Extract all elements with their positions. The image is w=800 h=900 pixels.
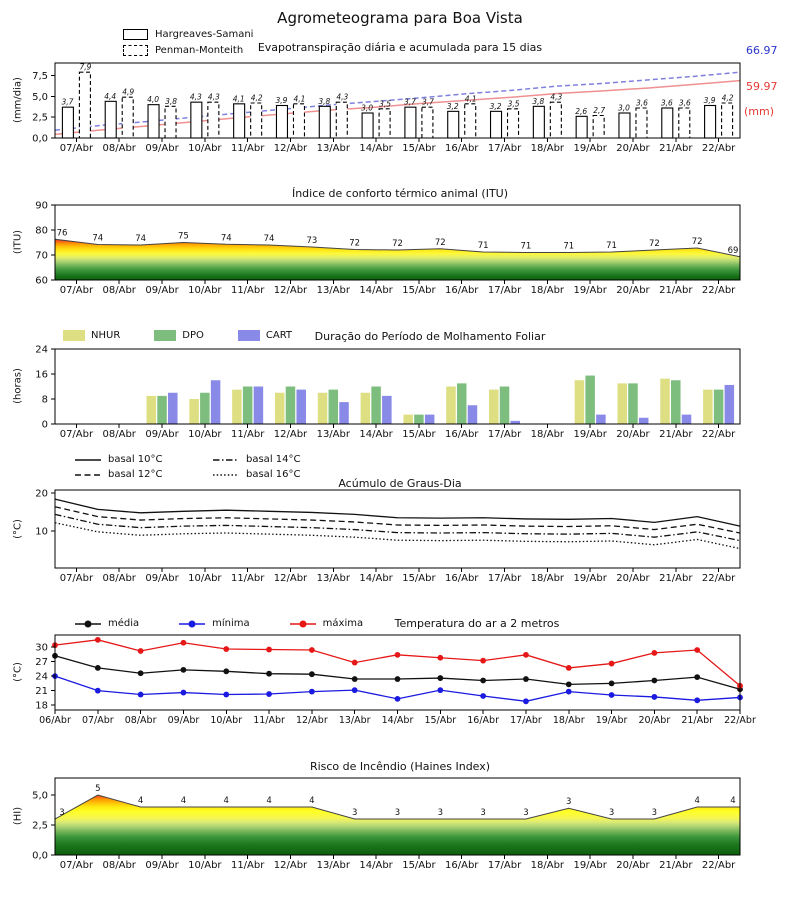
- dashed-bar-legend-icon: [123, 45, 148, 56]
- penman-accumulated-total-label: 66.97: [746, 44, 778, 57]
- svg-text:4,2: 4,2: [721, 93, 734, 103]
- solid-line-legend-icon: [75, 456, 101, 464]
- svg-text:08/Abr: 08/Abr: [124, 715, 157, 726]
- svg-text:10/Abr: 10/Abr: [188, 573, 222, 584]
- svg-text:72: 72: [349, 238, 361, 249]
- svg-text:14/Abr: 14/Abr: [359, 860, 393, 871]
- svg-text:4: 4: [223, 796, 229, 807]
- svg-text:71: 71: [520, 241, 532, 252]
- dashed-line-legend-icon: [75, 471, 101, 479]
- svg-text:4: 4: [309, 796, 315, 807]
- svg-text:10/Abr: 10/Abr: [210, 715, 243, 726]
- svg-text:10: 10: [35, 526, 48, 538]
- svg-text:90: 90: [35, 200, 48, 212]
- svg-text:4,3: 4,3: [336, 92, 349, 102]
- fire-risk-title: Risco de Incêndio (Haines Index): [309, 760, 491, 773]
- svg-text:18/Abr: 18/Abr: [552, 715, 585, 726]
- svg-text:11/Abr: 11/Abr: [230, 860, 265, 871]
- svg-text:08/Abr: 08/Abr: [102, 143, 136, 154]
- svg-text:15/Abr: 15/Abr: [402, 573, 436, 584]
- svg-text:19/Abr: 19/Abr: [573, 429, 607, 440]
- leaf-wetness-title: Duração do Período de Molhamento Foliar: [314, 330, 546, 343]
- svg-text:2,5: 2,5: [32, 112, 48, 124]
- svg-text:3,9: 3,9: [703, 96, 716, 105]
- svg-text:74: 74: [263, 234, 275, 244]
- svg-text:12/Abr: 12/Abr: [273, 573, 308, 584]
- svg-text:18: 18: [35, 700, 48, 712]
- svg-text:16/Abr: 16/Abr: [445, 143, 479, 154]
- svg-text:17/Abr: 17/Abr: [487, 860, 522, 871]
- svg-text:30: 30: [35, 642, 48, 654]
- svg-text:3: 3: [608, 808, 615, 819]
- svg-text:3,7: 3,7: [421, 97, 434, 107]
- svg-text:3: 3: [59, 808, 65, 819]
- svg-text:17/Abr: 17/Abr: [510, 715, 542, 726]
- svg-text:70: 70: [35, 250, 48, 262]
- degree-days-legend: [75, 454, 300, 480]
- svg-text:21/Abr: 21/Abr: [681, 715, 714, 726]
- svg-text:5,0: 5,0: [32, 790, 48, 802]
- svg-text:18/Abr: 18/Abr: [530, 860, 565, 871]
- legend-basal-12-label: basal 12°C: [108, 469, 163, 480]
- maxima-line-legend-icon: [290, 619, 316, 629]
- svg-text:4,3: 4,3: [207, 92, 220, 102]
- svg-text:17/Abr: 17/Abr: [487, 573, 522, 584]
- legend-hargreaves: [123, 29, 253, 40]
- svg-text:3,8: 3,8: [532, 96, 545, 106]
- temperature-legend: [75, 618, 363, 629]
- svg-text:8: 8: [41, 394, 48, 406]
- svg-text:4: 4: [266, 796, 272, 807]
- svg-text:60: 60: [35, 275, 48, 287]
- svg-text:80: 80: [35, 225, 48, 237]
- svg-text:12/Abr: 12/Abr: [273, 860, 308, 871]
- svg-text:15/Abr: 15/Abr: [402, 143, 436, 154]
- svg-text:21/Abr: 21/Abr: [659, 285, 693, 296]
- svg-text:4: 4: [730, 796, 736, 807]
- svg-text:3,9: 3,9: [275, 96, 288, 105]
- legend-hargreaves-label: Hargreaves-Samani: [155, 29, 254, 40]
- svg-text:15/Abr: 15/Abr: [402, 285, 436, 296]
- svg-text:19/Abr: 19/Abr: [595, 715, 628, 726]
- svg-text:10/Abr: 10/Abr: [188, 860, 222, 871]
- svg-text:20/Abr: 20/Abr: [616, 860, 650, 871]
- svg-text:3,0: 3,0: [618, 103, 630, 113]
- svg-text:3: 3: [523, 808, 529, 819]
- svg-text:2,5: 2,5: [32, 820, 48, 832]
- svg-text:22/Abr: 22/Abr: [701, 860, 736, 871]
- svg-text:16/Abr: 16/Abr: [445, 860, 479, 871]
- dotted-line-legend-icon: [213, 471, 239, 479]
- legend-basal-10-label: basal 10°C: [108, 454, 163, 465]
- evapotranspiration-legend: [123, 29, 253, 56]
- svg-text:22/Abr: 22/Abr: [701, 143, 736, 154]
- svg-text:7,5: 7,5: [32, 71, 48, 82]
- legend-basal-14: [213, 454, 300, 465]
- svg-text:19/Abr: 19/Abr: [573, 285, 607, 296]
- legend-basal-14-label: basal 14°C: [246, 454, 301, 465]
- nhur-legend-swatch-icon: [63, 330, 85, 341]
- svg-text:14/Abr: 14/Abr: [381, 715, 414, 726]
- svg-text:20/Abr: 20/Abr: [616, 429, 650, 440]
- svg-text:07/Abr: 07/Abr: [59, 143, 94, 154]
- svg-text:3,6: 3,6: [636, 98, 648, 108]
- svg-text:21/Abr: 21/Abr: [659, 860, 693, 871]
- svg-text:0,0: 0,0: [32, 133, 48, 145]
- svg-text:76: 76: [56, 228, 68, 239]
- svg-text:3,7: 3,7: [61, 97, 74, 107]
- svg-text:16/Abr: 16/Abr: [445, 285, 479, 296]
- degree-days-y-axis-label: (°C): [12, 519, 24, 539]
- svg-text:3,0: 3,0: [361, 103, 374, 113]
- temperature-title: Temperatura do ar a 2 metros: [394, 617, 560, 630]
- degree-days-title: Acúmulo de Graus-Dia: [338, 477, 462, 490]
- svg-text:4,1: 4,1: [293, 94, 306, 104]
- minima-line-legend-icon: [179, 619, 205, 629]
- svg-text:16/Abr: 16/Abr: [445, 573, 479, 584]
- svg-text:07/Abr: 07/Abr: [59, 285, 94, 296]
- svg-text:4,1: 4,1: [232, 94, 245, 104]
- svg-text:4: 4: [137, 796, 144, 807]
- svg-text:4: 4: [694, 796, 700, 807]
- itu-title: Índice de conforto térmico animal (ITU): [291, 187, 509, 200]
- legend-basal-12: [75, 469, 213, 480]
- svg-text:18/Abr: 18/Abr: [530, 429, 565, 440]
- svg-text:10/Abr: 10/Abr: [188, 429, 222, 440]
- svg-text:19/Abr: 19/Abr: [573, 860, 607, 871]
- svg-text:74: 74: [220, 233, 232, 244]
- svg-text:12/Abr: 12/Abr: [273, 429, 308, 440]
- svg-text:09/Abr: 09/Abr: [167, 715, 200, 726]
- svg-text:72: 72: [392, 239, 403, 249]
- legend-basal-10: [75, 454, 213, 465]
- svg-text:2,6: 2,6: [575, 106, 588, 116]
- svg-text:11/Abr: 11/Abr: [253, 715, 285, 726]
- svg-text:08/Abr: 08/Abr: [102, 573, 136, 584]
- svg-text:20/Abr: 20/Abr: [616, 143, 650, 154]
- legend-nhur-label: NHUR: [91, 330, 121, 341]
- hargreaves-accumulated-total-label: 59.97: [746, 80, 778, 93]
- svg-text:17/Abr: 17/Abr: [487, 143, 522, 154]
- svg-text:22/Abr: 22/Abr: [701, 429, 736, 440]
- legend-dpo-label: DPO: [182, 330, 204, 341]
- svg-text:3,6: 3,6: [678, 98, 691, 108]
- svg-text:4,4: 4,4: [104, 91, 117, 101]
- dashdot-line-legend-icon: [213, 456, 239, 464]
- svg-text:12/Abr: 12/Abr: [273, 143, 308, 154]
- svg-text:71: 71: [477, 241, 489, 251]
- leaf-wetness-y-axis-label: (horas): [12, 368, 24, 404]
- svg-text:15/Abr: 15/Abr: [402, 860, 436, 871]
- svg-text:7,9: 7,9: [79, 62, 92, 72]
- svg-text:20/Abr: 20/Abr: [616, 573, 650, 584]
- svg-text:09/Abr: 09/Abr: [145, 429, 179, 440]
- svg-text:08/Abr: 08/Abr: [102, 429, 136, 440]
- svg-text:21/Abr: 21/Abr: [659, 573, 693, 584]
- cart-legend-swatch-icon: [238, 330, 260, 341]
- svg-text:72: 72: [691, 237, 703, 247]
- svg-text:16: 16: [35, 369, 48, 381]
- svg-text:75: 75: [178, 231, 189, 242]
- svg-text:21/Abr: 21/Abr: [659, 429, 693, 440]
- page-title: Agrometeograma para Boa Vista: [277, 9, 523, 27]
- svg-text:4,9: 4,9: [122, 87, 135, 97]
- media-line-legend-icon: [75, 619, 101, 629]
- svg-text:18/Abr: 18/Abr: [530, 143, 565, 154]
- svg-text:12/Abr: 12/Abr: [296, 715, 328, 726]
- svg-text:13/Abr: 13/Abr: [316, 573, 350, 584]
- svg-text:71: 71: [563, 241, 575, 252]
- svg-text:4,2: 4,2: [250, 93, 263, 103]
- svg-text:10/Abr: 10/Abr: [188, 285, 222, 296]
- svg-text:10/Abr: 10/Abr: [188, 143, 222, 154]
- svg-text:5: 5: [95, 784, 101, 795]
- svg-text:08/Abr: 08/Abr: [102, 285, 136, 296]
- svg-text:3: 3: [437, 808, 444, 819]
- svg-text:13/Abr: 13/Abr: [316, 143, 350, 154]
- svg-text:14/Abr: 14/Abr: [359, 143, 393, 154]
- svg-text:74: 74: [92, 233, 104, 244]
- svg-text:14/Abr: 14/Abr: [359, 573, 393, 584]
- legend-basal-16: [213, 469, 300, 480]
- legend-basal-16-label: basal 16°C: [246, 469, 301, 480]
- svg-text:3,6: 3,6: [660, 98, 673, 108]
- itu-y-axis-label: (ITU): [12, 229, 24, 255]
- legend-maxima-label: máxima: [322, 618, 364, 629]
- svg-text:09/Abr: 09/Abr: [145, 143, 179, 154]
- svg-text:11/Abr: 11/Abr: [230, 285, 265, 296]
- svg-text:07/Abr: 07/Abr: [59, 573, 94, 584]
- svg-text:20: 20: [35, 488, 48, 500]
- svg-text:13/Abr: 13/Abr: [316, 429, 350, 440]
- svg-text:16/Abr: 16/Abr: [445, 429, 479, 440]
- svg-text:12/Abr: 12/Abr: [273, 285, 308, 296]
- svg-text:11/Abr: 11/Abr: [230, 573, 265, 584]
- svg-text:11/Abr: 11/Abr: [230, 143, 265, 154]
- svg-text:16/Abr: 16/Abr: [467, 715, 499, 726]
- svg-text:21/Abr: 21/Abr: [659, 143, 693, 154]
- svg-text:09/Abr: 09/Abr: [145, 860, 179, 871]
- legend-penman-label: Penman-Monteith: [155, 45, 244, 56]
- svg-text:22/Abr: 22/Abr: [724, 715, 756, 726]
- svg-text:21: 21: [35, 686, 48, 698]
- svg-text:20/Abr: 20/Abr: [616, 285, 650, 296]
- svg-text:0,0: 0,0: [32, 850, 48, 862]
- svg-text:3: 3: [651, 808, 658, 819]
- svg-text:07/Abr: 07/Abr: [59, 860, 94, 871]
- svg-text:71: 71: [606, 241, 617, 251]
- legend-penman: [123, 45, 253, 56]
- svg-text:72: 72: [648, 239, 660, 249]
- svg-text:13/Abr: 13/Abr: [338, 715, 371, 726]
- dpo-legend-swatch-icon: [154, 330, 176, 341]
- svg-text:24: 24: [35, 671, 48, 683]
- svg-text:74: 74: [135, 234, 147, 244]
- svg-text:17/Abr: 17/Abr: [487, 429, 522, 440]
- fire-risk-y-axis-label: (HI): [12, 806, 24, 826]
- svg-text:4: 4: [180, 796, 187, 807]
- svg-text:06/Abr: 06/Abr: [39, 715, 71, 726]
- svg-text:5,0: 5,0: [32, 91, 48, 103]
- evapotranspiration-title: Evapotranspiração diária e acumulada para 15 dias: [257, 41, 543, 54]
- svg-text:3,8: 3,8: [318, 96, 331, 106]
- svg-text:09/Abr: 09/Abr: [145, 285, 179, 296]
- temperature-y-axis-label: (°C): [12, 662, 24, 682]
- svg-text:69: 69: [727, 245, 739, 256]
- leaf-wetness-legend: [63, 330, 292, 341]
- svg-text:3,5: 3,5: [507, 99, 520, 109]
- svg-text:4,1: 4,1: [464, 94, 477, 104]
- svg-text:07/Abr: 07/Abr: [81, 715, 114, 726]
- svg-text:13/Abr: 13/Abr: [316, 285, 350, 296]
- legend-media-label: média: [108, 618, 140, 629]
- svg-text:19/Abr: 19/Abr: [573, 573, 607, 584]
- svg-text:27: 27: [35, 657, 48, 669]
- svg-text:14/Abr: 14/Abr: [359, 429, 393, 440]
- svg-text:13/Abr: 13/Abr: [316, 860, 350, 871]
- svg-text:4,0: 4,0: [147, 95, 159, 105]
- legend-cart-label: CART: [265, 330, 293, 341]
- svg-text:3: 3: [566, 797, 572, 808]
- svg-text:4,3: 4,3: [550, 92, 563, 102]
- svg-text:2,7: 2,7: [593, 106, 606, 115]
- svg-text:14/Abr: 14/Abr: [359, 285, 393, 296]
- svg-text:3,2: 3,2: [489, 101, 502, 111]
- solid-bar-legend-icon: [123, 29, 148, 40]
- legend-minima-label: mínima: [212, 618, 250, 629]
- svg-text:17/Abr: 17/Abr: [487, 285, 522, 296]
- svg-text:19/Abr: 19/Abr: [573, 143, 607, 154]
- svg-text:73: 73: [306, 236, 318, 246]
- evapotranspiration-y-axis-label: (mm/dia): [12, 77, 24, 123]
- svg-text:0: 0: [41, 419, 48, 431]
- svg-text:24: 24: [35, 344, 48, 356]
- svg-text:11/Abr: 11/Abr: [230, 429, 265, 440]
- svg-text:3: 3: [480, 808, 486, 819]
- svg-text:09/Abr: 09/Abr: [145, 573, 179, 584]
- svg-text:18/Abr: 18/Abr: [530, 285, 565, 296]
- svg-text:15/Abr: 15/Abr: [402, 429, 436, 440]
- svg-text:22/Abr: 22/Abr: [701, 573, 736, 584]
- svg-text:4,3: 4,3: [189, 92, 202, 102]
- right-axis-unit-label: (mm): [744, 105, 775, 118]
- svg-text:3,8: 3,8: [165, 96, 177, 106]
- svg-text:22/Abr: 22/Abr: [701, 285, 736, 296]
- svg-text:15/Abr: 15/Abr: [424, 715, 457, 726]
- svg-text:07/Abr: 07/Abr: [59, 429, 94, 440]
- svg-text:3: 3: [351, 808, 358, 819]
- svg-text:3: 3: [394, 808, 401, 819]
- svg-text:08/Abr: 08/Abr: [102, 860, 136, 871]
- svg-text:3,7: 3,7: [403, 97, 416, 107]
- svg-text:72: 72: [434, 237, 446, 248]
- svg-text:3,2: 3,2: [446, 101, 459, 111]
- svg-text:18/Abr: 18/Abr: [530, 573, 565, 584]
- svg-text:20/Abr: 20/Abr: [638, 715, 671, 726]
- svg-text:3,5: 3,5: [379, 99, 392, 109]
